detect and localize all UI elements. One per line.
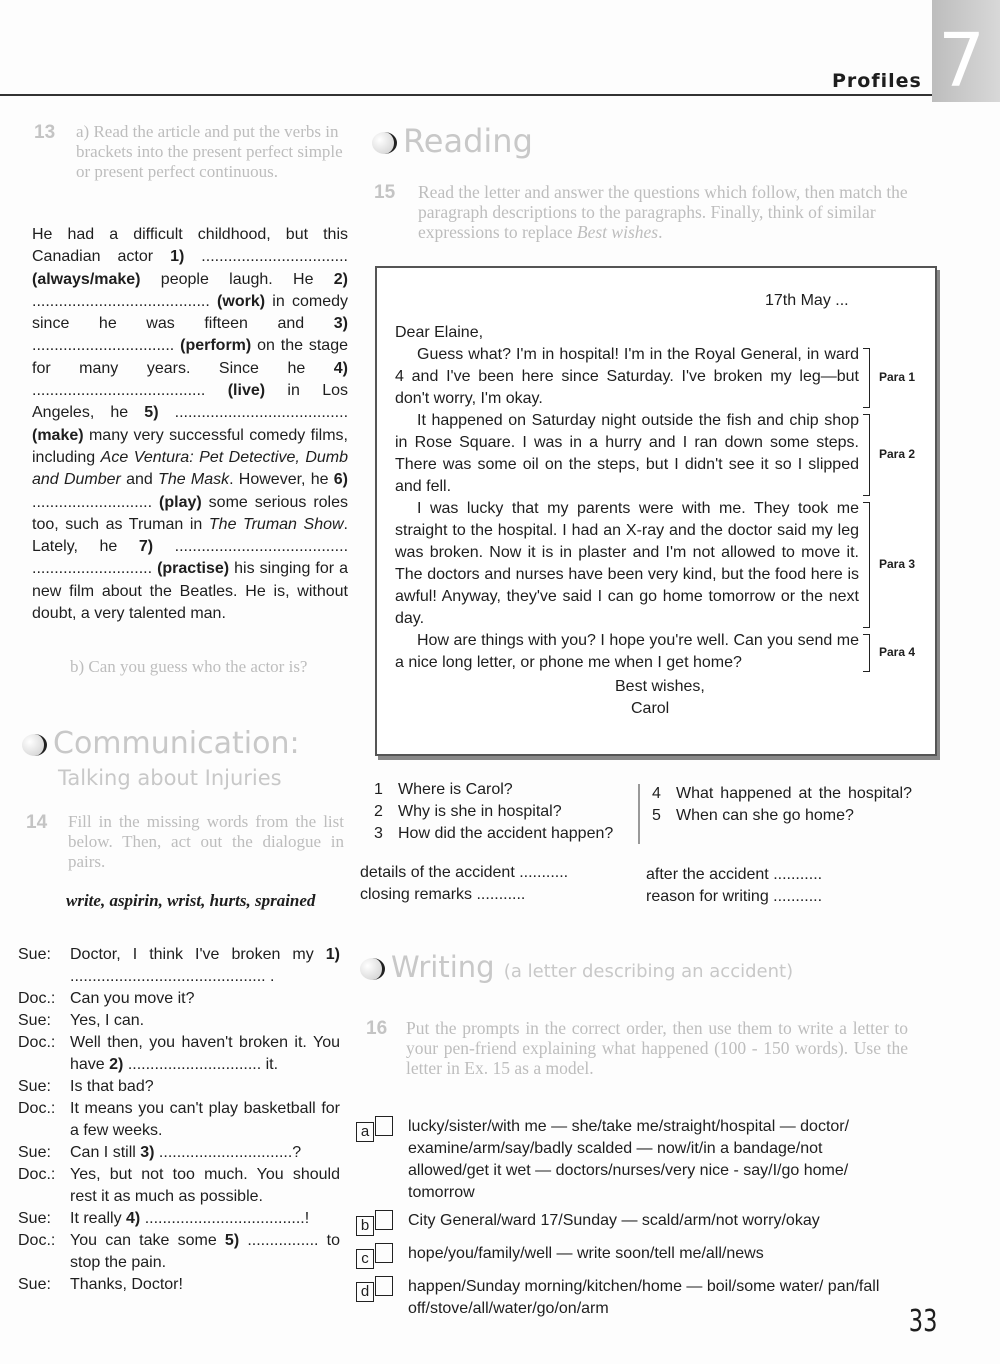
- text-segment: in comedy since he was fifteen and: [32, 292, 348, 333]
- dialogue-line: [18, 1098, 340, 1142]
- word-list: write, aspirin, wrist, hurts, sprained: [66, 891, 316, 910]
- text-segment: Can you move it?: [70, 990, 195, 1007]
- blank-label: (perform): [180, 337, 252, 355]
- question-item: [374, 823, 640, 845]
- line-text: [70, 1274, 340, 1296]
- paragraph-bracket: [863, 502, 870, 628]
- prompt-letter: b: [356, 1216, 374, 1236]
- text-segment: ..............................?: [154, 1144, 302, 1161]
- text-segment: .......................................: [158, 404, 349, 422]
- bullet-ball-icon: [372, 132, 397, 154]
- answer-box[interactable]: [375, 1243, 393, 1263]
- text-segment: It really: [70, 1210, 127, 1227]
- page-number: 33: [908, 1304, 938, 1339]
- question-text: Why is she in hospital?: [398, 803, 562, 820]
- blank-label: (practise): [157, 560, 230, 578]
- prompt-text: happen/Sunday morning/kitchen/home — boil/some water/ pan/fall off/stove/all/water/go/on/arm: [408, 1278, 880, 1317]
- answer-box[interactable]: [375, 1276, 393, 1296]
- blank-label: 5): [144, 404, 159, 422]
- instruction-text: Put the prompts in the correct order, then use them to write a letter to your pen-friend explaining what happened (100 - 150 words). Use the letter in Ex. 15 as a model.: [406, 1018, 908, 1078]
- blank-label: 7): [138, 538, 154, 556]
- question-item: [374, 801, 640, 823]
- dialogue-line: [18, 1076, 340, 1098]
- dialogue-line: [18, 988, 340, 1010]
- line-text: [70, 1032, 340, 1076]
- letter-box: [375, 266, 937, 756]
- text-segment: people laugh. He: [140, 270, 334, 288]
- dialogue-line: [18, 1164, 340, 1208]
- speaker: Doc.:: [18, 1166, 56, 1183]
- text-segment: .............................. it.: [123, 1056, 279, 1073]
- blank-label: (make): [32, 426, 84, 444]
- text-segment: ....................................!: [140, 1210, 310, 1227]
- text-segment: The Truman Show: [208, 515, 344, 533]
- reading-heading: Reading: [372, 122, 533, 160]
- text-segment: ............................................ .: [70, 968, 275, 985]
- text-segment: Is that bad?: [70, 1078, 154, 1095]
- text-segment: ...........................: [32, 493, 160, 511]
- prompt-item: [356, 1276, 906, 1320]
- speaker: Doc.:: [18, 990, 56, 1007]
- dialogue-line: [18, 1230, 340, 1274]
- section-header: Profiles: [832, 70, 922, 92]
- answer-boxes[interactable]: [356, 1116, 408, 1204]
- paragraph-bracket: [863, 634, 870, 672]
- header-rule: [0, 94, 932, 96]
- dialogue-line: [18, 1274, 340, 1296]
- blank-label: 4): [333, 359, 348, 377]
- prompt-text: City General/ward 17/Sunday — scald/arm/not worry/okay: [408, 1212, 820, 1229]
- text-segment: .......................................: [32, 382, 228, 400]
- exercise-number: 16: [366, 1018, 388, 1039]
- answer-boxes[interactable]: [356, 1210, 408, 1237]
- text-segment: ................................: [32, 337, 181, 355]
- text-segment: Doctor, I think I've broken my: [70, 946, 326, 963]
- line-text: [70, 988, 340, 1010]
- text-segment: some serious roles too, such as Truman in: [32, 493, 349, 533]
- question-text: How did the accident happen?: [398, 825, 614, 842]
- question-number: 1: [374, 781, 383, 798]
- blank-label: (play): [159, 493, 202, 511]
- blank-label: 1): [170, 248, 185, 266]
- description-item: closing remarks ...........: [360, 886, 526, 903]
- text-segment: ................ to stop the pain.: [70, 1232, 340, 1271]
- text-segment: Yes, I can.: [70, 1012, 145, 1029]
- bullet-ball-icon: [22, 734, 47, 756]
- descriptions-right: [646, 864, 822, 908]
- text-segment: ....................................... ...........................: [32, 538, 349, 578]
- speaker: Sue:: [18, 1012, 51, 1029]
- speaker: Doc.:: [18, 1034, 56, 1051]
- description-item: details of the accident ...........: [360, 864, 569, 881]
- instruction-text: Fill in the missing words from the list below. Then, act out the dialogue in pairs.: [68, 812, 344, 871]
- descriptions-left: [360, 862, 568, 906]
- questions-left: [374, 779, 640, 845]
- dialogue-line: [18, 1032, 340, 1076]
- bullet-ball-icon: [360, 958, 385, 980]
- blank-label: (work): [217, 292, 266, 310]
- prompt-item: [356, 1243, 906, 1270]
- paragraph-label: Para 4: [879, 645, 916, 659]
- answer-boxes[interactable]: [356, 1276, 408, 1320]
- question-number: 2: [374, 803, 383, 820]
- blank-label: (live): [227, 382, 266, 400]
- letter-date: 17th May ...: [765, 292, 849, 309]
- ex13-instruction-b: b) Can you guess who the actor is?: [70, 657, 308, 676]
- text-segment: Thanks, Doctor!: [70, 1276, 183, 1293]
- prompt-letter: a: [356, 1122, 374, 1142]
- line-text: [70, 1230, 340, 1274]
- communication-heading: Communication:: [22, 726, 300, 761]
- text-segment: Yes, but not too much. You should rest it as much as possible.: [70, 1166, 340, 1205]
- question-item: [652, 783, 912, 805]
- dialogue-line: [18, 944, 340, 988]
- text-segment: .................................: [184, 248, 349, 266]
- question-text: Where is Carol?: [398, 781, 513, 798]
- exercise-number: 14: [26, 812, 48, 833]
- text-segment: ........................................: [32, 292, 218, 310]
- speaker: Doc.:: [18, 1100, 56, 1117]
- article-text: [32, 224, 348, 625]
- letter-signature: Carol: [631, 700, 670, 717]
- text-segment: Can I still: [70, 1144, 141, 1161]
- exercise-number: 15: [374, 182, 396, 203]
- text-segment: You can take some: [70, 1232, 225, 1249]
- ex13-instructions: [34, 122, 350, 182]
- prompt-letter: c: [356, 1249, 374, 1269]
- paragraph-label: Para 2: [879, 447, 916, 461]
- instruction-text: Read the letter and answer the questions which follow, then match the paragraph descriptions to the paragraphs. Finally, think of similar expressions to replace: [418, 182, 908, 242]
- speaker: Doc.:: [18, 1232, 56, 1249]
- text-segment: in Los Angeles, he: [32, 382, 349, 422]
- line-text: [70, 1010, 340, 1032]
- line-text: [70, 1076, 340, 1098]
- instruction-text: a) Read the article and put the verbs in brackets into the present perfect simple or present perfect continuous.: [76, 122, 343, 181]
- text-segment: and: [120, 471, 159, 489]
- description-item: reason for writing ...........: [646, 888, 823, 905]
- blank-label: 1): [325, 946, 340, 963]
- question-item: [374, 779, 640, 801]
- description-item: after the accident ...........: [646, 866, 823, 883]
- text-segment: The Mask: [158, 471, 230, 489]
- prompt-text: hope/you/family/well — write soon/tell me/all/news: [408, 1245, 764, 1262]
- line-text: [70, 944, 340, 988]
- communication-subtitle: Talking about Injuries: [58, 766, 282, 790]
- speaker: Sue:: [18, 1210, 51, 1227]
- blank-label: 4): [126, 1210, 141, 1227]
- question-text: When can she go home?: [676, 807, 854, 824]
- letter-closing: Best wishes,: [615, 678, 705, 695]
- line-text: [70, 1098, 340, 1142]
- text-segment: on the stage for many years. Since he: [32, 337, 349, 377]
- question-number: 4: [652, 785, 661, 802]
- ex16-instructions: [366, 1018, 908, 1078]
- text-segment: . Lately, he: [32, 515, 348, 556]
- blank-label: (always/make): [32, 270, 141, 288]
- line-text: [70, 1208, 340, 1230]
- prompt-list: [356, 1116, 906, 1326]
- ex15-instructions: 15 Read the letter and answer the questions which follow, then match the paragraph descriptions to the paragraphs. Finally, think of similar expressions to replace Best wishes.: [374, 182, 908, 242]
- question-number: 5: [652, 807, 661, 824]
- prompt-letter: d: [356, 1282, 374, 1302]
- unit-tab: [932, 0, 1000, 102]
- blank-label: 3): [333, 315, 348, 333]
- text-segment: many very successful comedy films, including: [32, 426, 348, 466]
- instruction-emphasis: Best wishes: [576, 222, 659, 242]
- blank-label: 3): [140, 1144, 155, 1161]
- prompt-text: lucky/sister/with me — she/take me/straight/hospital — doctor/ examine/arm/say/badly scalded — now/it/in a bandage/not allowed/get it wet — doctors/nurses/very nice - say/I/go home/ tomorrow: [408, 1118, 850, 1201]
- column-divider: [638, 784, 640, 844]
- speaker: Sue:: [18, 1144, 51, 1161]
- question-number: 3: [374, 825, 383, 842]
- speaker: Sue:: [18, 1276, 51, 1293]
- letter-paragraph: It happened on Saturday night outside the fish and chip shop in Rose Square. I was in a hurry and I ran down some steps. There was some oil on the steps, but I didn't see it so I slipped and fell. Para 2: [395, 412, 916, 495]
- text-segment: It means you can't play basketball for a few weeks.: [70, 1100, 340, 1139]
- blank-label: 5): [224, 1232, 240, 1249]
- paragraph-bracket: [863, 348, 870, 408]
- blank-label: 2): [109, 1056, 124, 1073]
- line-text: [70, 1164, 340, 1208]
- exercise-number: 13: [34, 122, 56, 143]
- question-item: [652, 805, 912, 827]
- line-text: [70, 1142, 340, 1164]
- speaker: Sue:: [18, 946, 51, 963]
- answer-boxes[interactable]: [356, 1243, 408, 1270]
- text-segment: . However, he: [229, 471, 334, 489]
- answer-box[interactable]: [375, 1210, 393, 1230]
- letter-paragraph: How are things with you? I hope you're well. Can you send me a nice long letter, or phone me when I get home? Para 4: [395, 632, 916, 671]
- questions-right: [652, 783, 912, 827]
- dialogue: [18, 944, 340, 1296]
- letter-paragraph: Guess what? I'm in hospital! I'm in the Royal General, in ward 4 and I've been here since Saturday. I've broken my leg—but don't worry, I'm okay. Para 1: [395, 346, 916, 407]
- prompt-item: [356, 1210, 906, 1237]
- letter-paragraph: I was lucky that my parents were with me. They took me straight to the hospital. I had an X-ray and the doctor said my leg was broken. Now it is in plaster and I'm not allowed to move it. The doctors and nurses have been very kind, but the food here is awful! Anyway, they've said I can go home tomorrow or the next day. Para 3: [395, 500, 916, 627]
- paragraph-label: Para 3: [879, 557, 916, 571]
- question-text: What happened at the hospital?: [676, 785, 912, 802]
- paragraph-label: Para 1: [879, 370, 916, 384]
- text-segment: his singing for a new film about the Beatles. He is, without doubt, a very talented man.: [32, 560, 349, 623]
- writing-heading: Writing (a letter describing an accident): [360, 950, 793, 984]
- paragraph-bracket: [863, 414, 870, 496]
- blank-label: 6): [333, 471, 348, 489]
- speaker: Sue:: [18, 1078, 51, 1095]
- dialogue-line: [18, 1010, 340, 1032]
- answer-box[interactable]: [375, 1116, 393, 1136]
- dialogue-line: [18, 1208, 340, 1230]
- ex14-instructions: [26, 812, 344, 872]
- blank-label: 2): [333, 270, 348, 288]
- prompt-item: [356, 1116, 906, 1204]
- dialogue-line: [18, 1142, 340, 1164]
- letter-greeting: Dear Elaine,: [395, 324, 484, 341]
- text-segment: Well then, you haven't broken it. You have: [70, 1034, 340, 1073]
- unit-number: 7: [938, 18, 986, 104]
- text-segment: Ace Ventura: Pet Detective, Dumb and Dumber: [32, 448, 348, 489]
- text-segment: He had a difficult childhood, but this Canadian actor: [32, 226, 348, 266]
